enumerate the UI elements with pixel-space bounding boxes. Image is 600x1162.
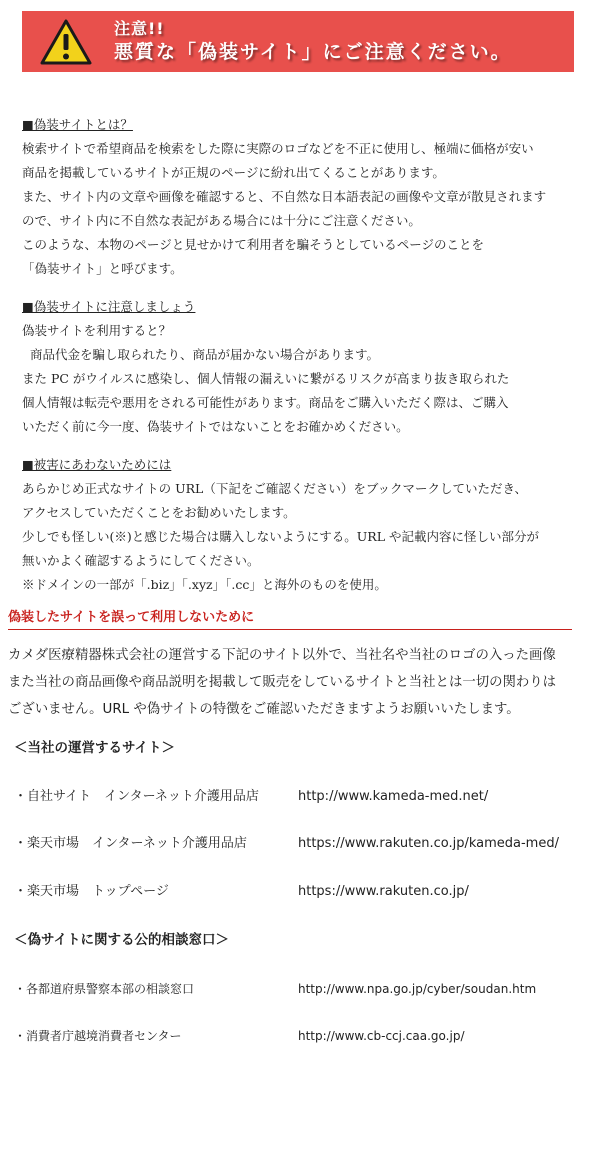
text-line: ございません。URL や偽サイトの特徴をご確認いただきますようお願いいたします。: [8, 702, 520, 717]
text-line: 「偽装サイト」と呼びます。: [22, 261, 183, 276]
consult-heading: ＜偽サイトに関する公的相談窓口＞: [14, 932, 230, 948]
banner-subtitle: 悪質な「偽装サイト」にご注意ください。: [114, 40, 512, 63]
warning-banner: [22, 11, 574, 72]
text-line: また PC がウイルスに感染し、個人情報の漏えいに繋がるリスクが高まり抜き取られた: [22, 371, 510, 386]
site-url[interactable]: http://www.cb-ccj.caa.go.jp/: [298, 1029, 465, 1043]
avoid-heading: 偽装したサイトを誤って利用しないために: [8, 609, 572, 630]
site-url[interactable]: https://www.rakuten.co.jp/kameda-med/: [298, 836, 559, 851]
section-heading: ■被害にあわないためには: [22, 457, 172, 472]
text-line: また当社の商品画像や商品説明を掲載して販売をしているサイトと当社とは一切の関わりは: [8, 675, 557, 690]
site-url[interactable]: http://www.kameda-med.net/: [298, 789, 489, 804]
section-heading: ■偽装サイトに注意しましょう: [22, 299, 196, 314]
notice-section-caution: [22, 295, 582, 439]
notice-block: [22, 113, 582, 611]
text-line: 商品代金を騙し取られたり、商品が届かない場合があります。: [22, 347, 379, 362]
text-line: カメダ医療精器株式会社の運営する下記のサイト以外で、当社名や当社のロゴの入った画像: [8, 648, 556, 663]
section-heading: ■偽装サイトとは？: [22, 117, 133, 132]
banner-title: 注意!!: [114, 18, 165, 38]
text-line: このような、本物のページと見せかけて利用者を騙そうとしているページのことを: [22, 237, 485, 252]
intro-paragraph: [8, 642, 598, 723]
site-name: ・楽天市場 トップページ: [14, 884, 169, 899]
text-line: 偽装サイトを利用すると？: [22, 323, 172, 338]
site-name: ・各都道府県警察本部の相談窓口: [14, 982, 195, 996]
site-name: ・楽天市場 インターネット介護用品店: [14, 836, 247, 851]
site-name: ・自社サイト インターネット介護用品店: [14, 789, 259, 804]
site-name: ・消費者庁越境消費者センター: [14, 1029, 182, 1043]
text-line: 少しでも怪しい(※)と感じた場合は購入しないようにする。URL や記載内容に怪しい部分が: [22, 529, 539, 544]
text-line: また、サイト内の文章や画像を確認すると、不自然な日本語表記の画像や文章が散見されます: [22, 189, 547, 204]
site-url[interactable]: http://www.npa.go.jp/cyber/soudan.htm: [298, 982, 537, 996]
text-line: アクセスしていただくことをお勧めいたします。: [22, 505, 296, 520]
text-line: 商品を掲載しているサイトが正規のページに紛れ出てくることがあります。: [22, 165, 445, 180]
text-line: あらかじめ正式なサイトの URL（下記をご確認ください）をブックマークしていただき、: [22, 481, 527, 496]
text-line: ので、サイト内に不自然な表記がある場合には十分にご注意ください。: [22, 213, 421, 228]
text-line: 無いかよく確認するようにしてください。: [22, 553, 260, 568]
official-sites-heading: ＜当社の運営するサイト＞: [14, 740, 176, 756]
text-line: 個人情報は転売や悪用をされる可能性があります。商品をご購入いただく際は、ご購入: [22, 395, 509, 410]
text-line: ※ドメインの一部が「.biz」「.xyz」「.cc」と海外のものを使用。: [22, 577, 387, 592]
text-line: 検索サイトで希望商品を検索をした際に実際のロゴなどを不正に使用し、極端に価格が安い: [22, 141, 534, 156]
notice-section-what: [22, 113, 582, 281]
site-url[interactable]: https://www.rakuten.co.jp/: [298, 884, 469, 899]
warning-icon: [40, 18, 92, 66]
text-line: いただく前に今一度、偽装サイトではないことをお確かめください。: [22, 419, 409, 434]
notice-section-prevent: [22, 453, 582, 597]
